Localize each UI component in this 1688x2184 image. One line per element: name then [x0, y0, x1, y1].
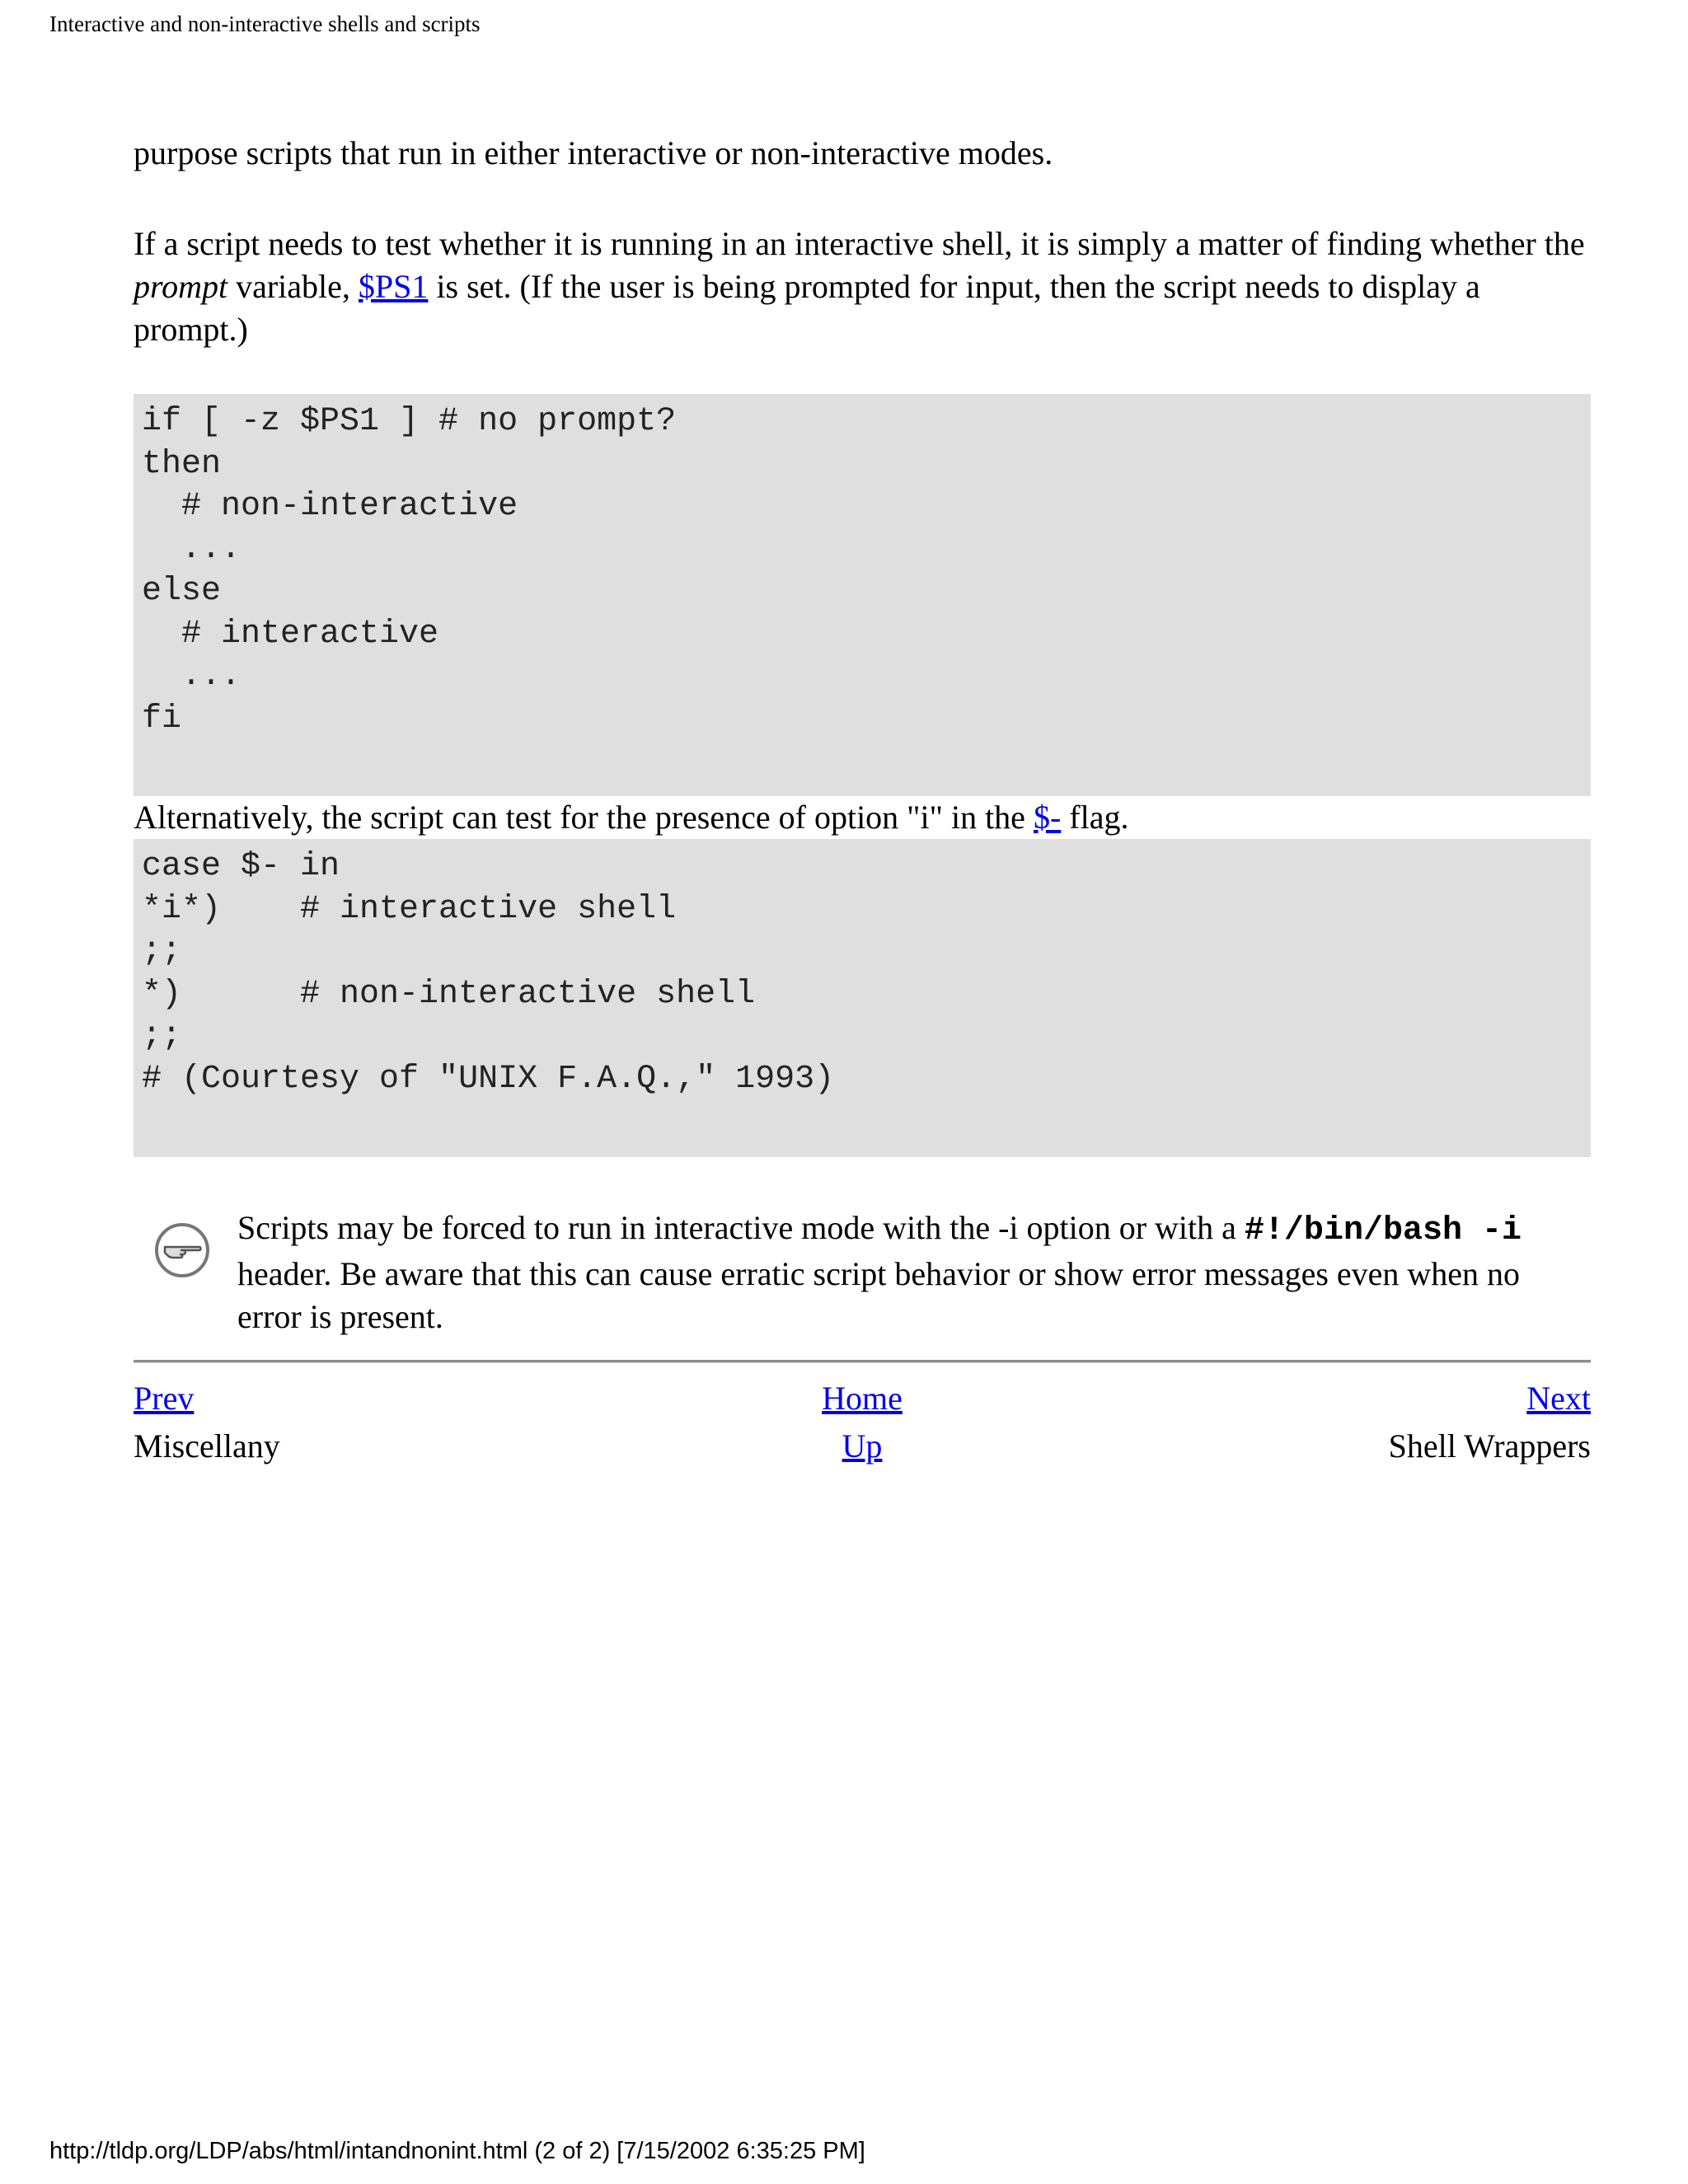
main-content	[134, 132, 1591, 1482]
nav-center-column	[134, 1375, 1591, 1470]
prev-link[interactable]: Prev	[134, 1380, 195, 1417]
alternative-paragraph-text-1: Alternatively, the script can test for the presence of option "i" in the	[134, 799, 1034, 836]
code-block-case-test: case $- in *i*) # interactive shell ;; *) # non-interactive shell ;; # (Courtesy of "UNIX F.A.Q.," 1993)	[134, 839, 1591, 1157]
page-footer: http://tldp.org/LDP/abs/html/intandnonint.html (2 of 2) [7/15/2002 6:35:25 PM]	[49, 2138, 865, 2164]
note-box	[134, 1207, 1591, 1338]
ps1-paragraph	[134, 223, 1591, 351]
navigation-footer	[134, 1375, 1591, 1482]
ps1-paragraph-text-3: is set. (If the user is being prompted for input, then the script needs to display a prompt.)	[134, 268, 1480, 348]
ps1-paragraph-text-1: If a script needs to test whether it is running in an interactive shell, it is simply a matter of finding whether the	[134, 225, 1585, 262]
prompt-emphasis: prompt	[134, 268, 228, 305]
prev-title: Miscellany	[134, 1427, 280, 1465]
home-link[interactable]: Home	[822, 1380, 903, 1417]
up-link[interactable]: Up	[842, 1427, 883, 1465]
alternative-paragraph-text-2: flag.	[1061, 799, 1129, 836]
page-header: Interactive and non-interactive shells and scripts	[49, 12, 481, 36]
intro-paragraph: purpose scripts that run in either interactive or non-interactive modes.	[134, 134, 1053, 171]
next-title: Shell Wrappers	[1388, 1427, 1591, 1465]
navigation-divider	[134, 1360, 1591, 1363]
dash-flag-link[interactable]: $-	[1033, 799, 1062, 836]
alternative-paragraph	[134, 796, 1591, 839]
nav-right-column	[1389, 1375, 1591, 1470]
note-text-1: Scripts may be forced to run in interactive mode with the -i option or with a	[237, 1209, 1245, 1246]
note-text-2: header. Be aware that this can cause erratic script behavior or show error messages even when no error is present.	[237, 1255, 1521, 1335]
bash-header-code: #!/bin/bash -i	[1244, 1212, 1522, 1249]
note-text	[237, 1207, 1589, 1338]
nav-left-column	[134, 1375, 280, 1470]
ps1-paragraph-text-2: variable,	[227, 268, 359, 305]
ps1-link[interactable]: $PS1	[358, 268, 429, 305]
pointing-hand-icon	[153, 1221, 211, 1279]
next-link[interactable]: Next	[1526, 1380, 1591, 1417]
code-block-ps1-test: if [ -z $PS1 ] # no prompt? then # non-interactive ... else # interactive ... fi	[134, 394, 1591, 796]
